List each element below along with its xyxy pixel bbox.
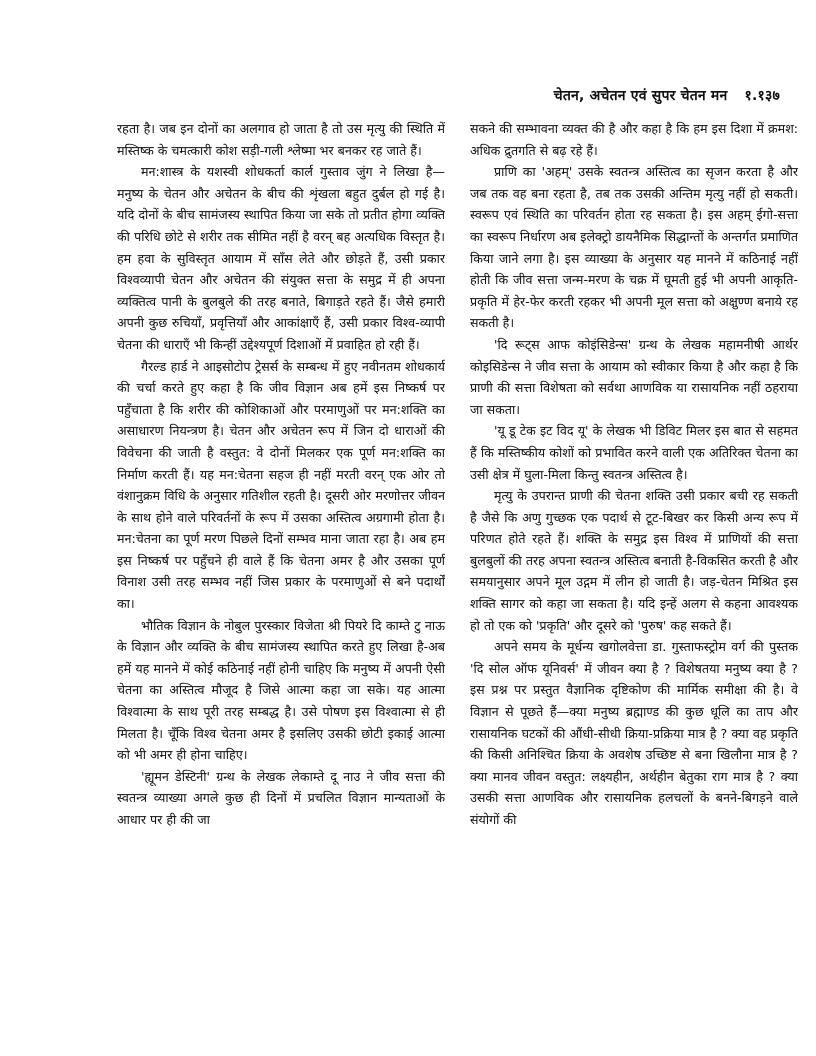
running-title: चेतन, अचेतन एवं सुपर चेतन मन [553, 88, 728, 104]
paragraph: 'ह्यूमन डेस्टिनी' ग्रन्थ के लेखक लेकाम्ते दू नाउ ने जीव सत्ता की स्वतन्त्र व्याख्या अगले कुछ ही दिनों में प्रचलित विज्ञान मान्यताओं के आधार पर ही की जा [117, 768, 445, 827]
paragraph: मृत्यु के उपरान्त प्राणी की चेतना शक्ति उसी प्रकार बची रह सकती है जैसे कि अणु गुच्छक एक पदार्थ से टूट-बिखर कर किसी अन्य रूप में परिणत होते रहते हैं। शक्ति के समुद्र इस विश्व में प्राणियों की सत्ता बुलबुलों की तरह अपना स्वतन्त्र अस्तित्व बनाती है-विकसित करती है और समयानुसार अपने मूल उद्गम में लीन हो जाती है। जड़-चेतन मिश्रित इस शक्ति सागर को कहा जा सकता है। यदि इन्हें अलग से कहना आवश्यक हो तो एक को 'प्रकृति' और दूसरे को 'पुरुष' कह सकते हैं। [470, 488, 798, 633]
right-column [470, 118, 798, 998]
paragraph: प्राणि का 'अहम्' उसके स्वतन्त्र अस्तित्व का सृजन करता है और जब तक वह बना रहता है, तब तक उसकी अन्तिम मृत्यु नहीं हो सकती। स्वरूप एवं स्थिति का परिवर्तन होता रह सकता है। इस अहम् ईगो-सत्ता का स्वरूप निर्धारण अब इलेक्ट्रो डायनैमिक सिद्धान्तों के अन्तर्गत प्रमाणित किया जाने लगा है। इस व्याख्या के अनुसार यह मानने में कठिनाई नहीं होती कि जीव सत्ता जन्म-मरण के चक्र में घूमती हुई भी अपनी आकृति-प्रकृति में हेर-फेर करती रहकर भी अपनी मूल सत्ता को अक्षुण्ण बनाये रह सकती है। [470, 164, 798, 331]
paragraph: अपने समय के मूर्धन्य खगोलवेत्ता डा. गुस्ताफस्ट्रोम वर्ग की पुस्तक 'दि सोल ऑफ यूनिवर्स' में जीवन क्या है ? विशेषतया मनुष्य क्या है ? इस प्रश्न पर प्रस्तुत वैज्ञानिक दृष्टिकोण की मार्मिक समीक्षा की है। वे विज्ञान से पूछते हैं—क्या मनुष्य ब्रह्माण्ड की कुछ धूलि का ताप और रासायनिक घटकों की औंधी-सीधी क्रिया-प्रक्रिया मात्र है ? क्या वह प्रकृति की किसी अनिश्चित क्रिया के अवशेष उच्छिष्ट से बना खिलौना मात्र है ? क्या मानव जीवन वस्तुत: लक्ष्यहीन, अर्थहीन बेतुका राग मात्र है ? क्या उसकी सत्ता आणविक और रासायनिक हलचलों के बनने-बिगड़ने वाले संयोगों की [470, 639, 798, 827]
paragraph: सकने की सम्भावना व्यक्त की है और कहा है कि हम इस दिशा में क्रमश: अधिक द्रुतगति से बढ़ रहे हैं। [470, 121, 798, 158]
page-header [480, 86, 780, 105]
paragraph: भौतिक विज्ञान के नोबुल पुरस्कार विजेता श्री पियरे दि काम्ते टु नाऊ के विज्ञान और व्यक्ति के बीच सामंजस्य स्थापित करते हुए लिखा है-अब हमें यह मानने में कोई कठिनाई नहीं होनी चाहिए कि मनुष्य में अपनी ऐसी चेतना का अस्तित्व मौजूद है जिसे आत्मा कहा जा सके। यह आत्मा विश्वात्मा के साथ पूरी तरह सम्बद्ध है। उसे पोषण इस विश्वात्मा से ही मिलता है। चूँकि विश्व चेतना अमर है इसलिए उसकी छोटी इकाई आत्मा को भी अमर ही होना चाहिए। [117, 617, 445, 763]
left-column [117, 118, 445, 998]
paragraph: 'दि रूट्स आफ कोइंसिडेन्स' ग्रन्थ के लेखक महामनीषी आर्थर कोइसिडेन्स ने जीव सत्ता के आयाम को स्वीकार किया है और कहा है कि प्राणी की सत्ता विशेषता को सर्वथा आणविक या रासायनिक नहीं ठहराया जा सकता। [470, 336, 798, 417]
paragraph: गैरल्ड हार्ड ने आइसोटोप ट्रेसर्स के सम्बन्ध में हुए नवीनतम शोधकार्य की चर्चा करते हुए कहा है कि जीव विज्ञान अब हमें इस निष्कर्ष पर पहुँचाता है कि शरीर की कोशिकाओं और परमाणुओं पर मन:शक्ति का असाधारण नियन्त्रण है। चेतन और अचेतन रूप में जिन दो धाराओं की विवेचना की जाती है वस्तुत: वे दोनों मिलकर एक पूर्ण मन:शक्ति का निर्माण करती हैं। यह मन:चेतना सहज ही नहीं मरती वरन् एक ओर तो वंशानुक्रम विधि के अनुसार गतिशील रहती है। दूसरी ओर मरणोत्तर जीवन के साथ होने वाले परिवर्तनों के रूप में उसका अस्तित्व अग्रगामी होता है। मन:चेतना का पूर्ण मरण पिछले दिनों सम्भव माना जाता रहा है। अब हम इस निष्कर्ष पर पहुँचने ही वाले हैं कि चेतना अमर है और उसका पूर्ण विनाश उसी तरह सम्भव नहीं जिस प्रकार के परमाणुओं से बने पदार्थों का। [117, 358, 445, 612]
paragraph: 'यू डू टेक इट विद यू' के लेखक भी डिविट मिलर इस बात से सहमत हैं कि मस्तिष्कीय कोशों को प्रभावित करने वाली एक अतिरिक्त चेतना का उसी क्षेत्र में घुला-मिला किन्तु स्वतन्त्र अस्तित्व है। [470, 423, 798, 482]
paragraph: मन:शास्त्र के यशस्वी शोधकर्ता कार्ल गुस्ताव जुंग ने लिखा है—मनुष्य के चेतन और अचेतन के बीच की शृंखला बहुत दुर्बल हो गई है। यदि दोनों के बीच सामंजस्य स्थापित किया जा सके तो प्रतीत होगा व्यक्ति की परिधि छोटे से शरीर तक सीमित नहीं है वरन् बह अत्यधिक विस्तृत है। हम हवा के सुविस्तृत आयाम में साँस लेते और छोड़ते हैं, उसी प्रकार विश्वव्यापी चेतन और अचेतन की संयुक्त सत्ता के समुद्र में ही अपना व्यक्तित्व पानी के बुलबुले की तरह बनाते, बिगाड़ते रहते हैं। जैसे हमारी अपनी कुछ रुचियाँ, प्रवृत्तियाँ और आकांक्षाएँ हैं, उसी प्रकार विश्व-व्यापी चेतना की धाराएँ भी किन्हीं उद्देश्यपूर्ण दिशाओं में प्रवाहित हो रही हैं। [117, 164, 445, 352]
paragraph: रहता है। जब इन दोनों का अलगाव हो जाता है तो उस मृत्यु की स्थिति में मस्तिष्क के चमत्कारी कोश सड़ी-गली श्लेष्मा भर बनकर रह जाते हैं। [117, 121, 445, 158]
page-number: १.१३७ [744, 88, 780, 104]
